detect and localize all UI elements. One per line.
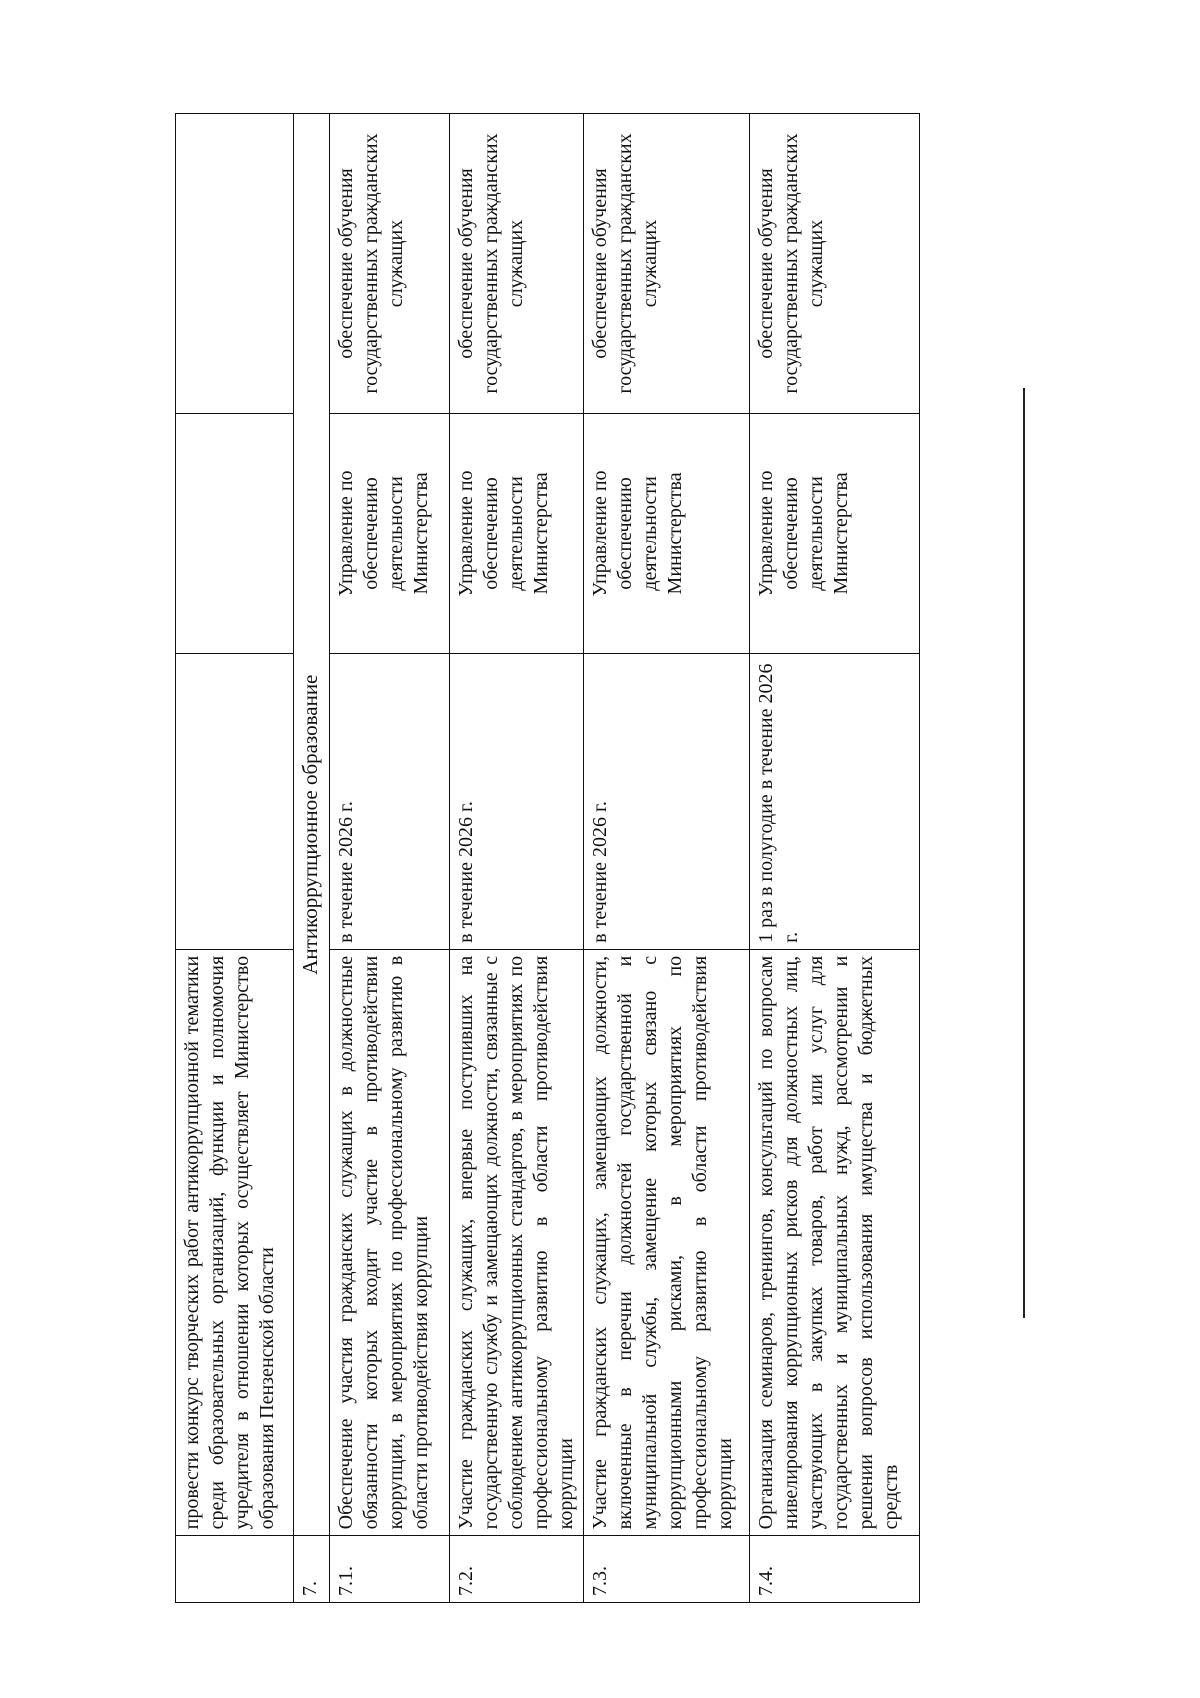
row-term: 1 раз в полугодие в течение 2026 г. [750,653,920,949]
row-activity: Организация семинаров, тренингов, консультаций по вопросам нивелирования коррупционных рисков для должностных лиц, участвующих в закупках товаров, работ или услуг для государственных и муниципальных нужд, рассмотрении и решении вопросов использования имущества и бюджетных средств [750,949,920,1536]
rotated-page [175,113,1105,1603]
row-term: в течение 2026 г. [584,653,750,949]
row-number: 7.1. [330,1536,450,1603]
row-number: 7.3. [584,1536,750,1603]
row-result: обеспечение обучения государственных гражданских служащих [750,114,920,414]
number-cell [176,1536,294,1603]
row-number: 7.4. [750,1536,920,1603]
term-cell [176,653,294,949]
row-term: в течение 2026 г. [330,653,450,949]
row-number: 7.2. [450,1536,584,1603]
row-activity: Участие гражданских служащих, замещающих должности, включенные в перечни должностей государственной и муниципальной службы, замещение которых связано с коррупционными рисками, в мероприятиях по профессиональному развитию в области противодействия коррупции [584,949,750,1536]
table-row [450,114,584,1603]
row-result: обеспечение обучения государственных гражданских служащих [330,114,450,414]
row-responsible: Управление по обеспечению деятельности Министерства [750,413,920,653]
table-row [584,114,750,1603]
result-cell [176,114,294,414]
row-activity: Обеспечение участия гражданских служащих в должностные обязанности которых входит участие в противодействии коррупции, в мероприятиях по профессиональному развитию в области противодействия коррупции [330,949,450,1536]
responsible-cell [176,413,294,653]
end-divider-line [1023,388,1025,1318]
measures-table [175,113,920,1603]
row-term: в течение 2026 г. [450,653,584,949]
row-result: обеспечение обучения государственных гражданских служащих [450,114,584,414]
table-row [330,114,450,1603]
activity-cell: провести конкурс творческих работ антикоррупционной тематики среди образовательных организаций, функции и полномочия учредителя в отношении которых осуществляет Министерство образования Пензенской области [176,949,294,1536]
row-activity: Участие гражданских служащих, впервые поступивших на государственную службу и замещающих должности, связанные с соблюдением антикоррупционных стандартов, в мероприятиях по профессиональному развитию в области противодействия коррупции [450,949,584,1536]
row-result: обеспечение обучения государственных гражданских служащих [584,114,750,414]
table-row [176,114,294,1603]
row-responsible: Управление по обеспечению деятельности Министерства [450,413,584,653]
row-responsible: Управление по обеспечению деятельности Министерства [330,413,450,653]
table-row [750,114,920,1603]
section-number: 7. [294,1536,330,1603]
section-title: Антикоррупционное образование [294,114,330,1536]
section-row [294,114,330,1603]
row-responsible: Управление по обеспечению деятельности Министерства [584,413,750,653]
